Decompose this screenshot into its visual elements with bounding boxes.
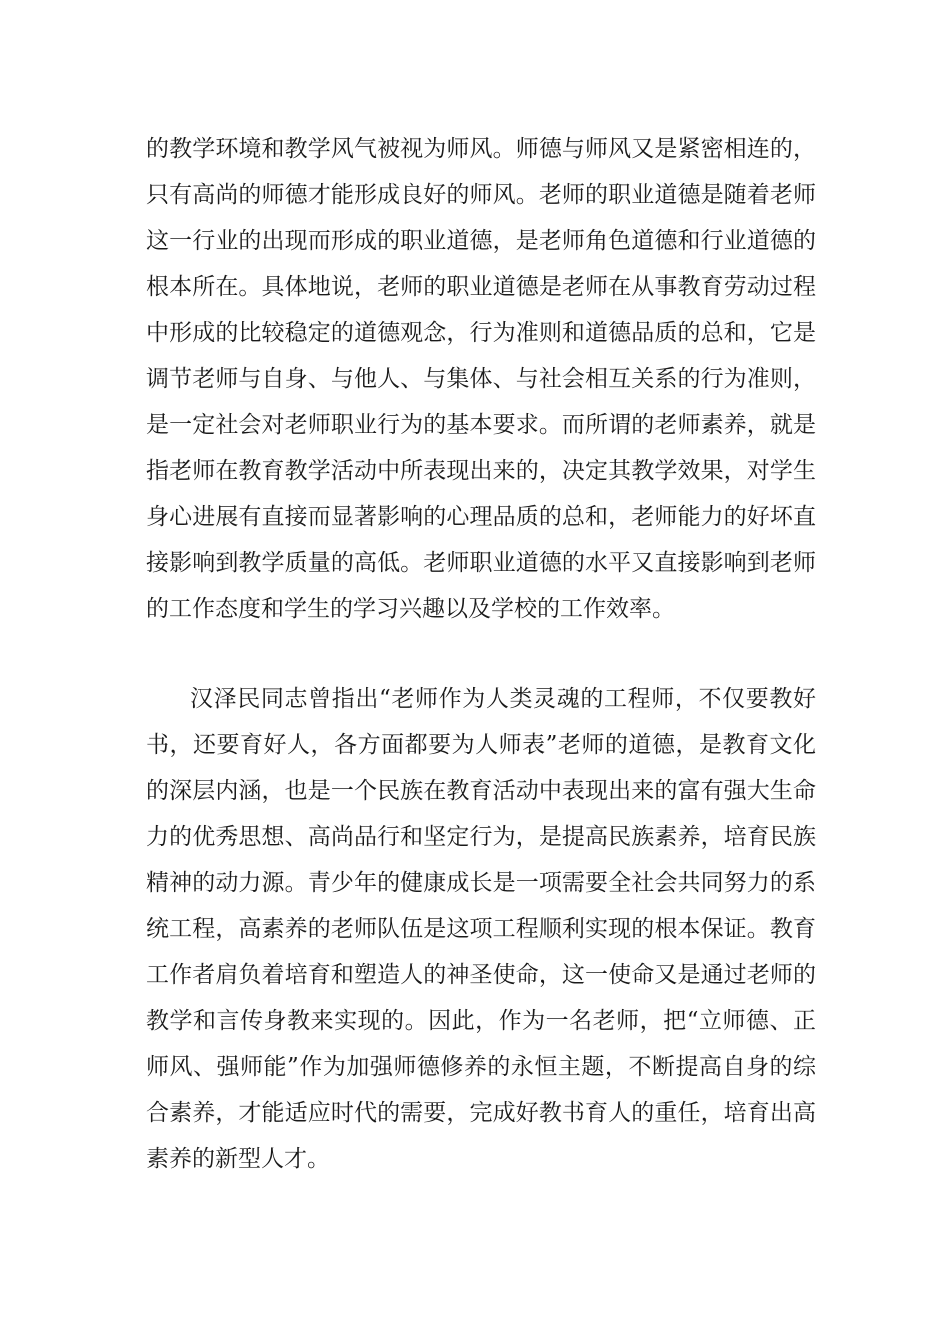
text-line: 的工作态度和学生的学习兴趣以及学校的工作效率。: [146, 596, 675, 622]
text-line: 身心进展有直接而显著影响的心理品质的总和，老师能力的好坏直: [146, 504, 816, 530]
text-line: 指老师在教育教学活动中所表现出来的，决定其教学效果，对学生: [146, 458, 816, 484]
text-line: 调节老师与自身、与他人、与集体、与社会相互关系的行为准则，: [146, 366, 816, 392]
text-line: 精神的动力源。青少年的健康成长是一项需要全社会共同努力的系: [146, 870, 816, 896]
text-line: 这一行业的出现而形成的职业道德，是老师角色道德和行业道德的: [146, 228, 816, 254]
text-line: 合素养，才能适应时代的需要，完成好教书育人的重任，培育出高: [146, 1100, 816, 1126]
text-line: 素养的新型人才。: [146, 1146, 330, 1172]
text-line: 中形成的比较稳定的道德观念，行为准则和道德品质的总和，它是: [146, 320, 816, 346]
text-line: 的深层内涵，也是一个民族在教育活动中表现出来的富有强大生命: [146, 778, 816, 804]
text-line: 教学和言传身教来实现的。因此，作为一名老师，把“立师德、正: [146, 1008, 816, 1034]
text-line: 统工程，高素养的老师队伍是这项工程顺利实现的根本保证。教育: [146, 916, 816, 942]
text-line: 是一定社会对老师职业行为的基本要求。而所谓的老师素养，就是: [146, 412, 816, 438]
paragraph-1: [146, 126, 816, 632]
text-line: 只有高尚的师德才能形成良好的师风。老师的职业道德是随着老师: [146, 182, 816, 208]
text-line: 书，还要育好人，各方面都要为人师表”老师的道德，是教育文化: [146, 732, 816, 758]
text-line: 接影响到教学质量的高低。老师职业道德的水平又直接影响到老师: [146, 550, 816, 576]
text-line: 根本所在。具体地说，老师的职业道德是老师在从事教育劳动过程: [146, 274, 816, 300]
text-line: 汉泽民同志曾指出“老师作为人类灵魂的工程师，不仅要教好: [190, 686, 816, 712]
text-line: 力的优秀思想、高尚品行和坚定行为，是提高民族素养，培育民族: [146, 824, 816, 850]
text-line: 工作者肩负着培育和塑造人的神圣使命，这一使命又是通过老师的: [146, 962, 816, 988]
text-line: 师风、强师能”作为加强师德修养的永恒主题，不断提高自身的综: [146, 1054, 816, 1080]
paragraph-2: [146, 676, 816, 1182]
text-line: 的教学环境和教学风气被视为师风。师德与师风又是紧密相连的，: [146, 136, 816, 162]
